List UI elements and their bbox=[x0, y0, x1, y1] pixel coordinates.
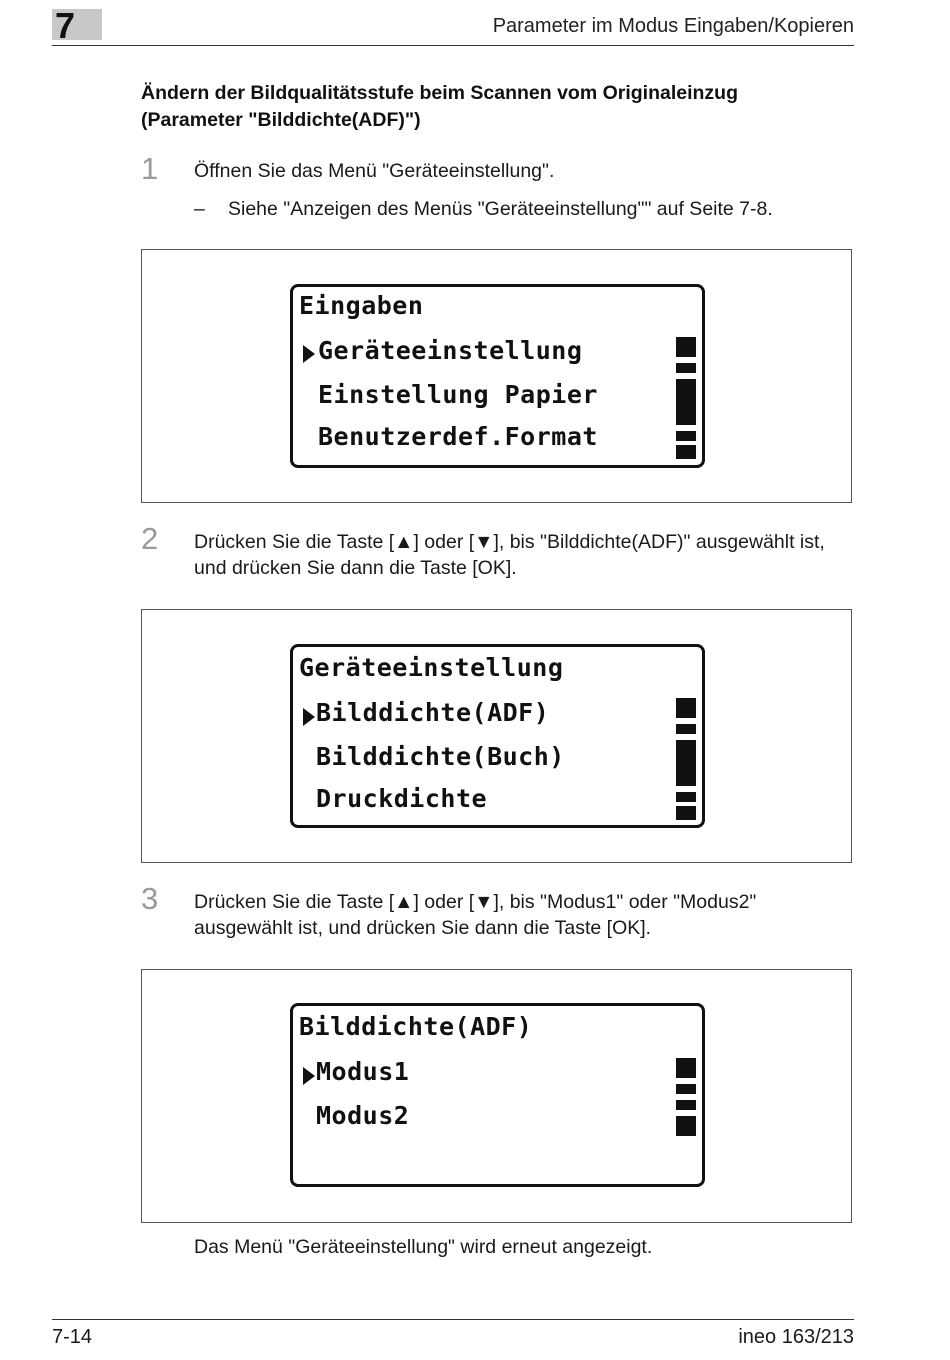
lcd-item-selected: Geräteeinstellung bbox=[318, 336, 583, 365]
lcd-item-selected: Bilddichte(ADF) bbox=[316, 698, 550, 727]
step-3-number: 3 bbox=[141, 881, 159, 916]
header-rule bbox=[52, 45, 854, 46]
step-2-number: 2 bbox=[141, 521, 159, 556]
step-1-sub-text: Siehe "Anzeigen des Menüs "Geräteeinstellung"" auf Seite 7-8. bbox=[228, 198, 773, 220]
selection-cursor-icon bbox=[303, 1067, 315, 1085]
lcd-screen-2 bbox=[290, 644, 705, 828]
chapter-number: 7 bbox=[55, 5, 76, 46]
step-1-sub-dash: – bbox=[194, 198, 205, 220]
step-2-text: Drücken Sie die Taste [▲] oder [▼], bis "Bilddichte(ADF)" ausgewählt ist, und drücken Sie dann die Taste [OK]. bbox=[194, 531, 825, 579]
scrollbar-indicator-icon bbox=[676, 1058, 696, 1136]
lcd-title: Geräteeinstellung bbox=[299, 653, 564, 682]
lcd-screen-3 bbox=[290, 1003, 705, 1187]
header-title: Parameter im Modus Eingaben/Kopieren bbox=[492, 15, 854, 37]
scrollbar-indicator-icon bbox=[676, 698, 696, 820]
lcd-item: Druckdichte bbox=[316, 784, 488, 813]
step-1-text: Öffnen Sie das Menü "Geräteeinstellung". bbox=[194, 160, 555, 182]
page-number: 7-14 bbox=[52, 1326, 93, 1348]
selection-cursor-icon bbox=[303, 345, 315, 363]
lcd-title: Eingaben bbox=[299, 291, 424, 320]
step-3-text: Drücken Sie die Taste [▲] oder [▼], bis "Modus1" oder "Modus2" ausgewählt ist, und drücken Sie dann die Taste [OK]. bbox=[194, 891, 757, 939]
scrollbar-indicator-icon bbox=[676, 337, 696, 459]
section-heading: Ändern der Bildqualitätsstufe beim Scannen vom Originaleinzug (Parameter "Bilddichte(ADF)") bbox=[141, 82, 739, 131]
selection-cursor-icon bbox=[303, 708, 315, 726]
lcd-screen-1 bbox=[290, 284, 705, 468]
footer-rule bbox=[52, 1319, 854, 1320]
product-name: ineo 163/213 bbox=[738, 1326, 854, 1348]
lcd-item: Einstellung Papier bbox=[318, 380, 598, 409]
step-1-number: 1 bbox=[141, 151, 159, 186]
result-text: Das Menü "Geräteeinstellung" wird erneut angezeigt. bbox=[194, 1236, 653, 1258]
lcd-item: Modus2 bbox=[316, 1101, 410, 1130]
lcd-item: Benutzerdef.Format bbox=[318, 422, 598, 451]
lcd-item: Bilddichte(Buch) bbox=[316, 742, 565, 771]
lcd-item-selected: Modus1 bbox=[316, 1057, 410, 1086]
lcd-title: Bilddichte(ADF) bbox=[299, 1012, 533, 1041]
